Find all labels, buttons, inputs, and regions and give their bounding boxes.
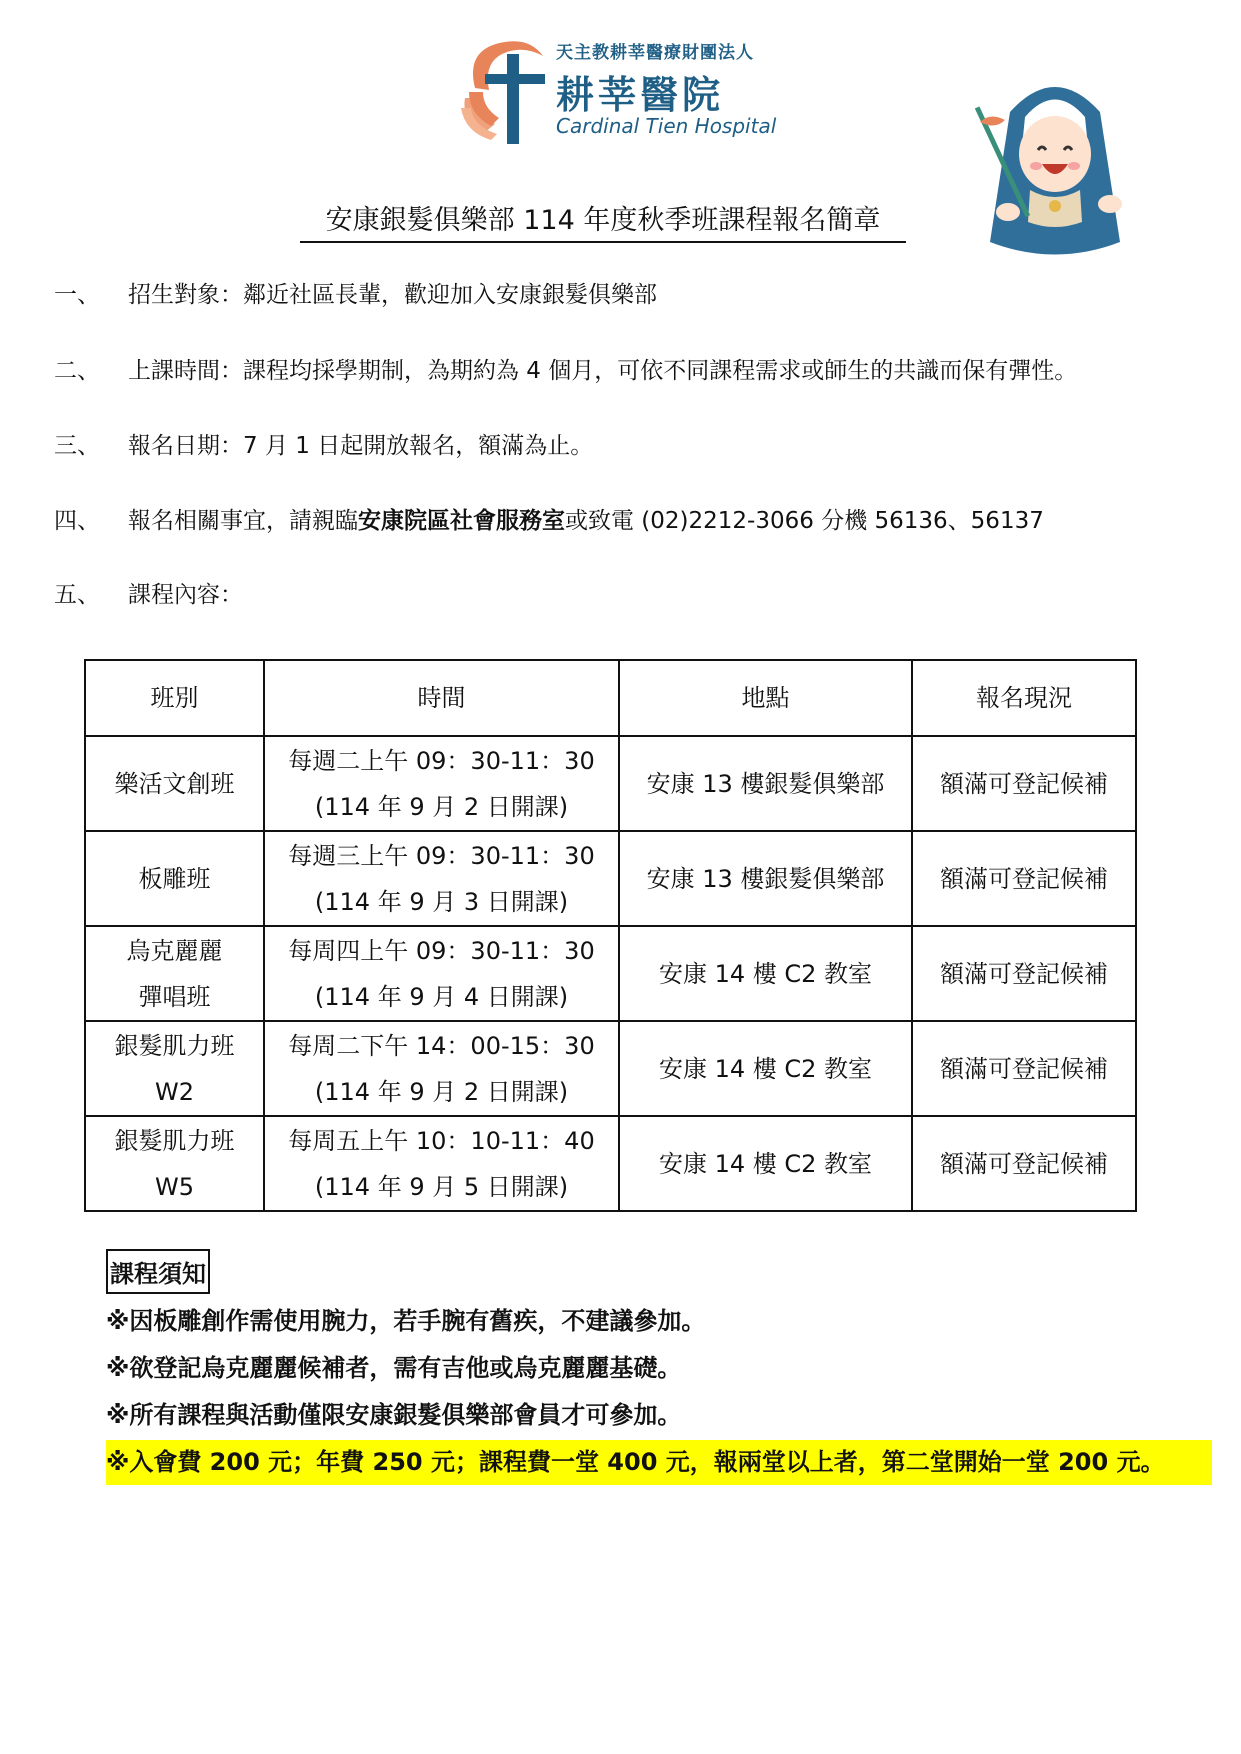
org-name: 天主教耕莘醫療財團法人: [556, 43, 754, 63]
hospital-name: 耕莘醫院: [556, 73, 725, 117]
section-2: [54, 352, 1077, 385]
time-cell: 每週三上午 09：30-11：30 (114 年 9 月 3 日開課): [264, 831, 619, 926]
status-cell: 額滿可登記候補: [912, 736, 1136, 831]
section-3: [54, 427, 593, 460]
table-header-row: [85, 660, 1136, 736]
section-text-before: 報名相關事宜，請親臨: [128, 508, 358, 534]
notes-title: 課程須知: [106, 1249, 210, 1294]
section-number: 五、: [54, 582, 100, 608]
table-row: [85, 831, 1136, 926]
status-cell: 額滿可登記候補: [912, 926, 1136, 1021]
hospital-logo: [455, 28, 785, 146]
class-cell: 板雕班: [85, 831, 264, 926]
section-number: 三、: [54, 433, 100, 459]
section-1: [54, 276, 657, 309]
section-text-after: 或致電 (02)2212-3066 分機 56136、56137: [565, 508, 1044, 534]
note-item: ※所有課程與活動僅限安康銀髮俱樂部會員才可參加。: [106, 1401, 682, 1429]
course-table: [84, 659, 1137, 1212]
note-item: ※因板雕創作需使用腕力，若手腕有舊疾，不建議參加。: [106, 1307, 706, 1335]
location-cell: 安康 14 樓 C2 教室: [619, 1116, 912, 1211]
section-text: 報名日期：7 月 1 日起開放報名，額滿為止。: [128, 433, 594, 459]
nun-mascot-icon: [970, 72, 1140, 262]
section-5: [54, 576, 243, 609]
section-number: 四、: [54, 508, 100, 534]
status-cell: 額滿可登記候補: [912, 831, 1136, 926]
header-location: 地點: [619, 660, 912, 736]
class-cell: 樂活文創班: [85, 736, 264, 831]
section-text: 上課時間：課程均採學期制，為期約為 4 個月，可依不同課程需求或師生的共識而保有彈性。: [128, 358, 1078, 384]
section-text: 課程內容：: [128, 582, 243, 608]
location-cell: 安康 14 樓 C2 教室: [619, 926, 912, 1021]
section-text: 招生對象：鄰近社區長輩，歡迎加入安康銀髮俱樂部: [128, 282, 657, 308]
time-cell: 每週二上午 09：30-11：30 (114 年 9 月 2 日開課): [264, 736, 619, 831]
section-number: 二、: [54, 358, 100, 384]
header-status: 報名現況: [912, 660, 1136, 736]
status-cell: 額滿可登記候補: [912, 1116, 1136, 1211]
table-row: [85, 1021, 1136, 1116]
time-cell: 每周二下午 14：00-15：30 (114 年 9 月 2 日開課): [264, 1021, 619, 1116]
class-cell: 銀髮肌力班 W5: [85, 1116, 264, 1211]
table-row: [85, 926, 1136, 1021]
section-4: [54, 502, 1044, 535]
section-text-bold: 安康院區社會服務室: [358, 508, 565, 534]
header-class: 班別: [85, 660, 264, 736]
location-cell: 安康 13 樓銀髮俱樂部: [619, 736, 912, 831]
location-cell: 安康 14 樓 C2 教室: [619, 1021, 912, 1116]
hospital-name-en: Cardinal Tien Hospital: [556, 114, 777, 138]
location-cell: 安康 13 樓銀髮俱樂部: [619, 831, 912, 926]
status-cell: 額滿可登記候補: [912, 1021, 1136, 1116]
class-cell: 銀髮肌力班 W2: [85, 1021, 264, 1116]
header-time: 時間: [264, 660, 619, 736]
section-text: [128, 502, 1044, 535]
table-row: [85, 736, 1136, 831]
note-highlight: ※入會費 200 元；年費 250 元；課程費一堂 400 元，報兩堂以上者，第二堂開始一堂 200 元。: [106, 1440, 1212, 1485]
time-cell: 每周四上午 09：30-11：30 (114 年 9 月 4 日開課): [264, 926, 619, 1021]
page-title: 安康銀髮俱樂部 114 年度秋季班課程報名簡章: [300, 198, 906, 243]
table-row: [85, 1116, 1136, 1211]
time-cell: 每周五上午 10：10-11：40 (114 年 9 月 5 日開課): [264, 1116, 619, 1211]
class-cell: 烏克麗麗 彈唱班: [85, 926, 264, 1021]
note-item: ※欲登記烏克麗麗候補者，需有吉他或烏克麗麗基礎。: [106, 1354, 682, 1382]
section-number: 一、: [54, 282, 100, 308]
